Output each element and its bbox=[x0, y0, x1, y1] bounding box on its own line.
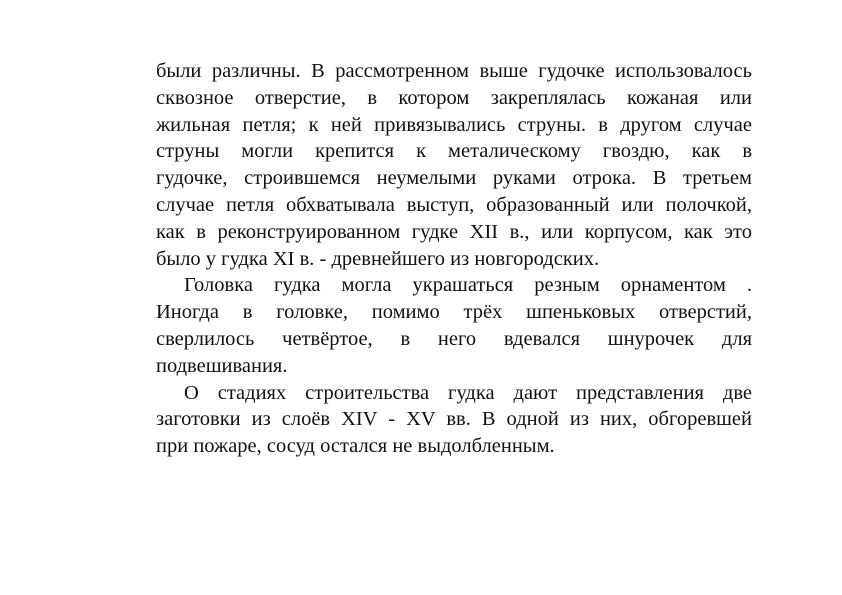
text-line: как в реконструированном гудке XII в., или корпусом, как это bbox=[156, 220, 752, 243]
paragraph-1 bbox=[156, 58, 752, 272]
text-line: Головка гудка могла украшаться резным орнаментом . bbox=[184, 274, 752, 297]
paragraph-2 bbox=[156, 272, 752, 379]
body-text bbox=[156, 58, 752, 460]
text-line: при пожаре, сосуд остался не выдолбленным. bbox=[156, 435, 555, 458]
text-line: заготовки из слоёв XIV - XV вв. В одной из них, обгоревшей bbox=[156, 408, 752, 431]
text-line: жильная петля; к ней привязывались струны. в другом случае bbox=[156, 113, 752, 136]
text-line: было у гудка XI в. - древнейшего из новгородских. bbox=[156, 247, 600, 270]
text-line: Иногда в головке, помимо трёх шпеньковых отверстий, bbox=[156, 301, 752, 324]
text-line: сквозное отверстие, в котором закреплялась кожаная или bbox=[156, 86, 752, 109]
text-line: сверлилось четвёртое, в него вдевался шнурочек для bbox=[156, 327, 752, 350]
text-line: подвешивания. bbox=[156, 354, 288, 377]
text-line: О стадиях строительства гудка дают представления две bbox=[184, 381, 752, 404]
paragraph-3 bbox=[156, 380, 752, 460]
text-line: струны могли крепится к металическому гвоздю, как в bbox=[156, 140, 752, 163]
text-line: были различны. В рассмотренном выше гудочке использовалось bbox=[156, 60, 752, 82]
text-line: случае петля обхватывала выступ, образованный или полочкой, bbox=[156, 193, 752, 216]
text-line: гудочке, строившемся неумелыми руками отрока. В третьем bbox=[156, 167, 752, 190]
